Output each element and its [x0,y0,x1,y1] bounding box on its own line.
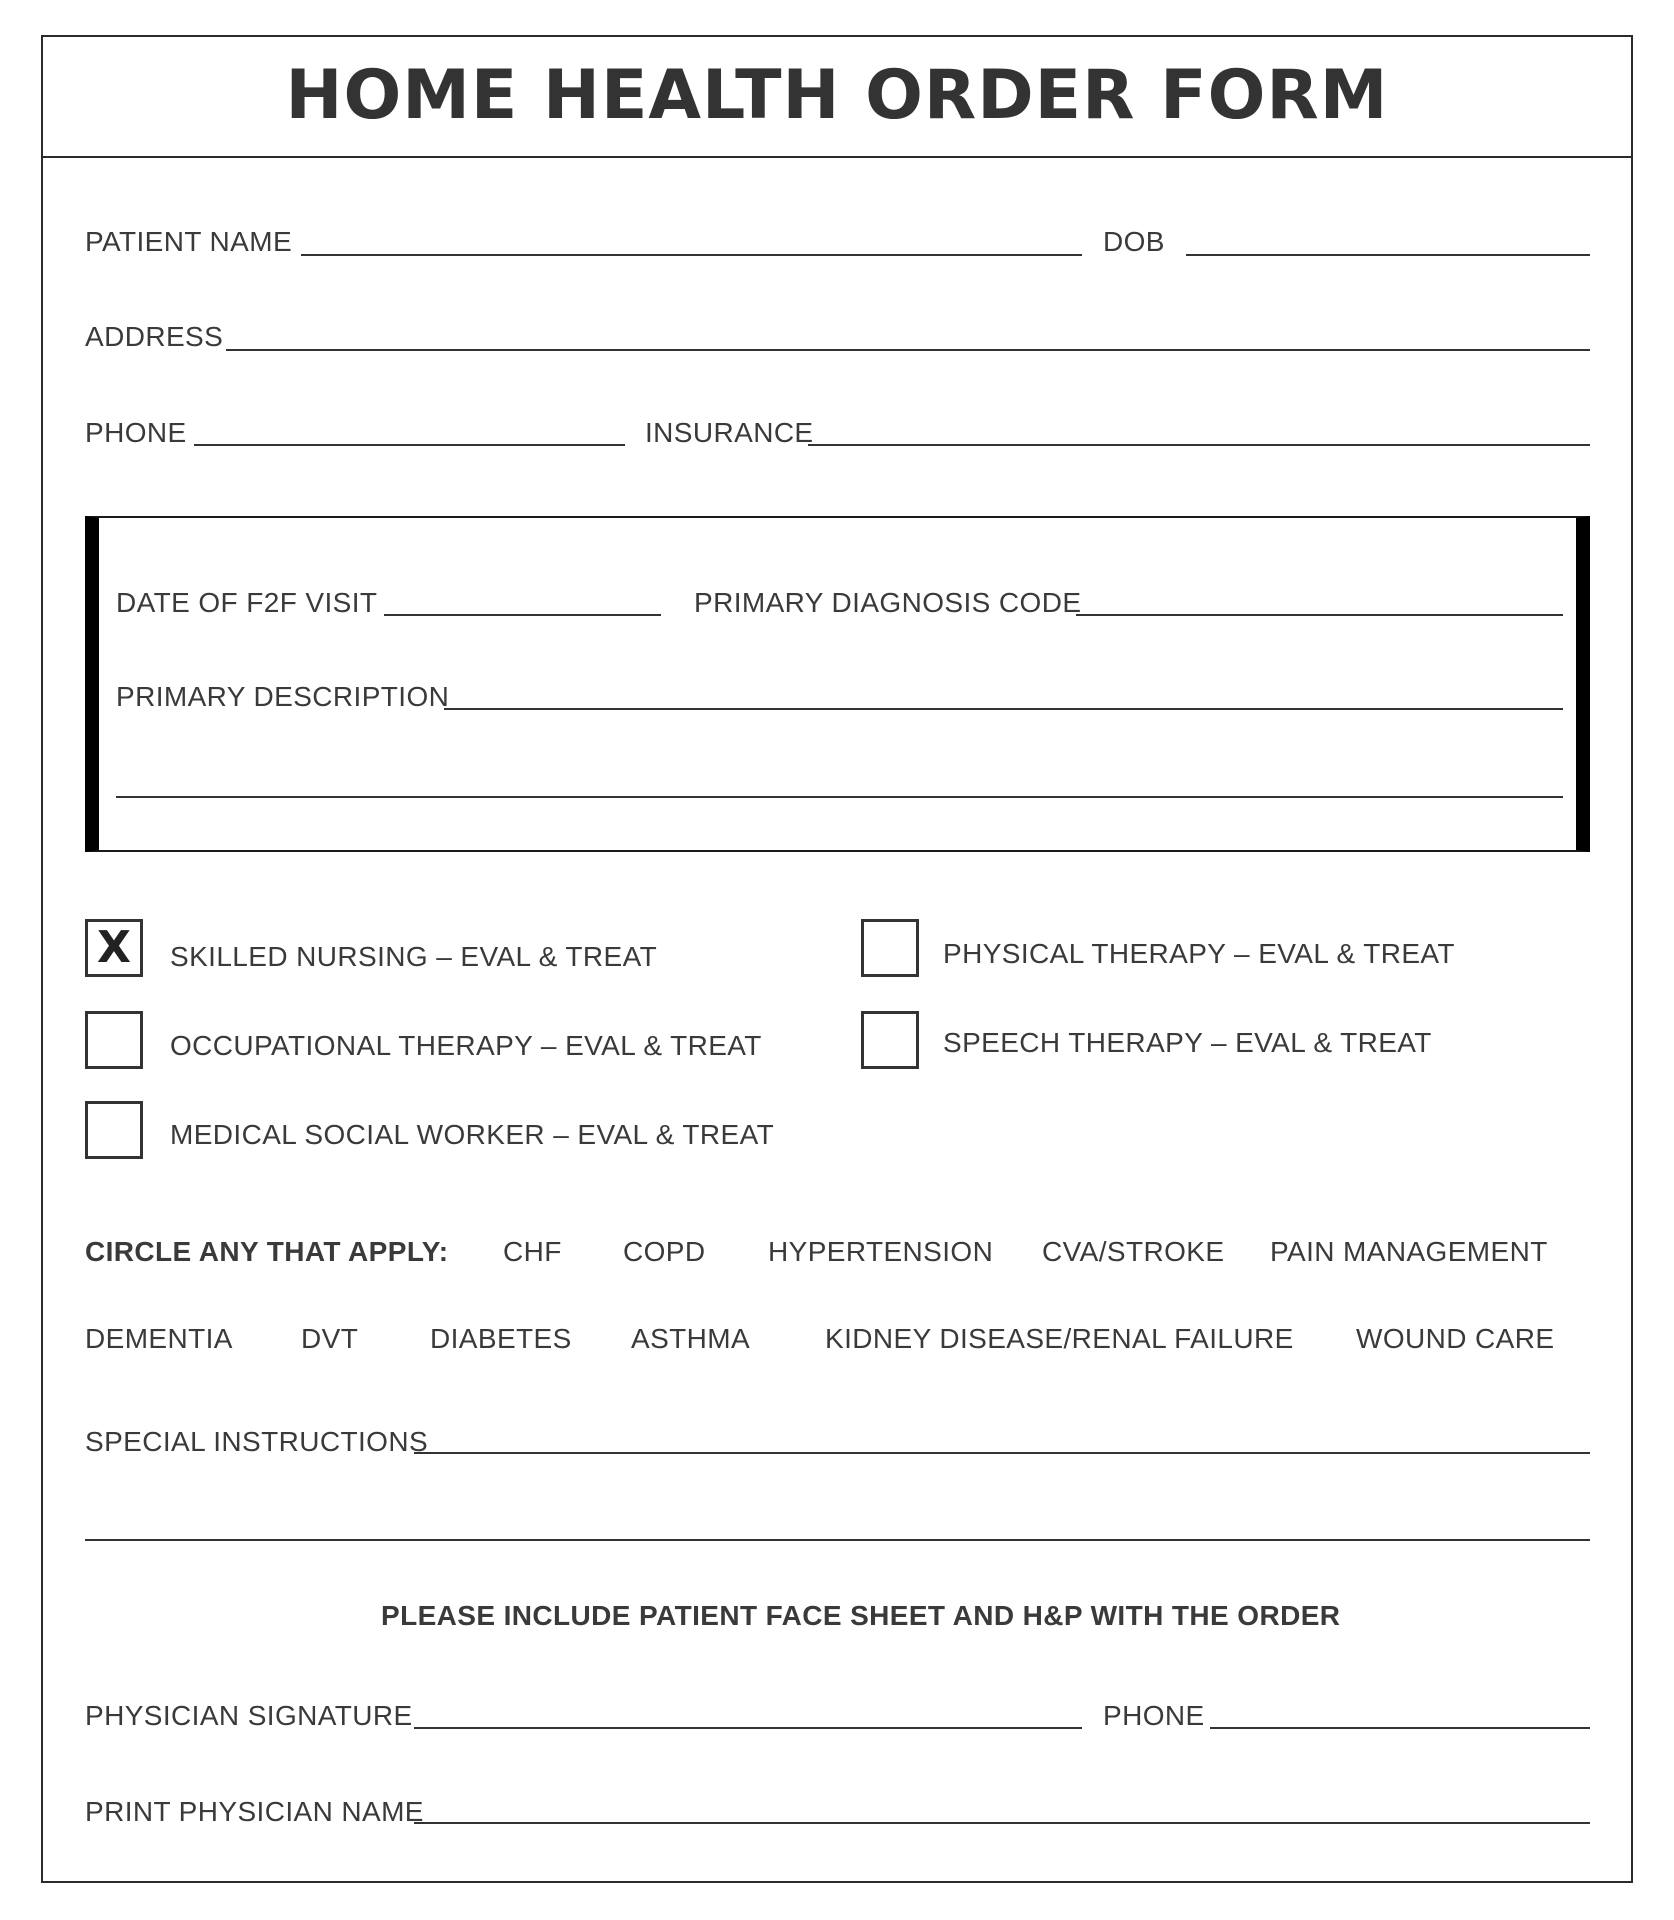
condition-asthma[interactable]: ASTHMA [631,1323,751,1354]
print-physician-name-label: PRINT PHYSICIAN NAME [85,1796,424,1827]
phone-label: PHONE [85,417,187,448]
condition-pain-management[interactable]: PAIN MANAGEMENT [1270,1236,1548,1267]
address-label: ADDRESS [85,321,224,352]
primary-description-label: PRIMARY DESCRIPTION [116,681,450,712]
insurance-field[interactable] [808,444,1590,446]
circle-any-heading: CIRCLE ANY THAT APPLY: [85,1236,449,1267]
physician-signature-field[interactable] [414,1727,1082,1729]
print-physician-name-field[interactable] [414,1822,1590,1824]
condition-wound-care[interactable]: WOUND CARE [1356,1323,1555,1354]
f2f-visit-field[interactable] [384,614,661,616]
primary-description-field[interactable] [444,708,1563,710]
condition-hypertension[interactable]: HYPERTENSION [768,1236,994,1267]
condition-dementia[interactable]: DEMENTIA [85,1323,233,1354]
service-label-skilled-nursing: SKILLED NURSING – EVAL & TREAT [170,941,658,972]
condition-diabetes[interactable]: DIABETES [430,1323,572,1354]
condition-copd[interactable]: COPD [623,1236,706,1267]
physician-phone-field[interactable] [1210,1727,1590,1729]
patient-name-field[interactable] [301,254,1082,256]
attachment-notice: PLEASE INCLUDE PATIENT FACE SHEET AND H&P WITH THE ORDER [381,1600,1341,1631]
service-label-occupational-therapy: OCCUPATIONAL THERAPY – EVAL & TREAT [170,1030,762,1061]
special-instructions-field-line2[interactable] [85,1539,1590,1541]
service-checkbox-skilled-nursing[interactable] [85,919,143,977]
service-label-speech-therapy: SPEECH THERAPY – EVAL & TREAT [943,1027,1432,1058]
service-checkbox-physical-therapy[interactable] [861,919,919,977]
form-title: HOME HEALTH ORDER FORM [285,55,1389,135]
patient-name-label: PATIENT NAME [85,226,293,257]
service-checkbox-medical-social-worker[interactable] [85,1101,143,1159]
primary-description-field-line2[interactable] [116,796,1563,798]
special-instructions-label: SPECIAL INSTRUCTIONS [85,1426,429,1457]
service-label-medical-social-worker: MEDICAL SOCIAL WORKER – EVAL & TREAT [170,1119,775,1150]
address-field[interactable] [226,349,1590,351]
checked-x-mark: X [97,922,131,973]
special-instructions-field[interactable] [414,1452,1590,1454]
phone-field[interactable] [194,444,625,446]
service-checkbox-speech-therapy[interactable] [861,1011,919,1069]
physician-phone-label: PHONE [1103,1700,1205,1731]
diagnosis-code-label: PRIMARY DIAGNOSIS CODE [694,587,1082,618]
condition-chf[interactable]: CHF [503,1236,562,1267]
dob-field[interactable] [1186,254,1590,256]
condition-cva-stroke[interactable]: CVA/STROKE [1042,1236,1225,1267]
insurance-label: INSURANCE [645,417,814,448]
service-label-physical-therapy: PHYSICAL THERAPY – EVAL & TREAT [943,938,1455,969]
title-bar [41,35,1633,158]
f2f-visit-label: DATE OF F2F VISIT [116,587,378,618]
service-checkbox-occupational-therapy[interactable] [85,1011,143,1069]
diagnosis-code-field[interactable] [1076,614,1563,616]
condition-kidney-disease[interactable]: KIDNEY DISEASE/RENAL FAILURE [825,1323,1294,1354]
physician-signature-label: PHYSICIAN SIGNATURE [85,1700,413,1731]
dob-label: DOB [1103,226,1165,257]
condition-dvt[interactable]: DVT [301,1323,359,1354]
